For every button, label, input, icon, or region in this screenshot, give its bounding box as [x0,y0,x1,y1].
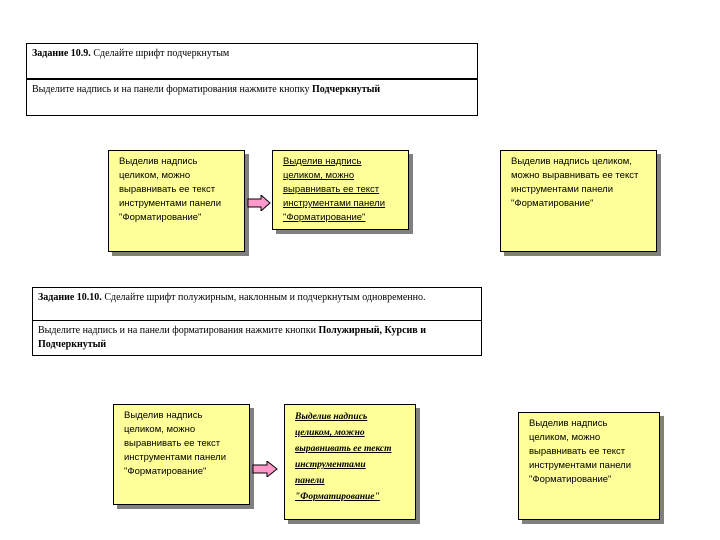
note-line: выравнивать ее текст [529,446,626,457]
note-line: целиком, можно [283,170,355,181]
note-line: выравнивать ее текст [283,184,380,195]
task2-instruction-text: Выделите надпись и на панели форматирования нажмите кнопки [38,325,319,336]
note-line: целиком, можно [119,170,191,181]
note-line: "Форматирование" [124,466,207,477]
task1-instruction-bold: Подчеркнутый [312,84,381,95]
task1-title-box [26,43,478,79]
note-line: панели [295,476,325,486]
note-line: "Форматирование" [119,212,202,223]
task1-note-after[interactable] [500,150,657,252]
task2-title-label: Задание 10.10. [38,292,102,303]
note-line: "Форматирование" [283,212,366,223]
note-line: целиком, можно [124,424,196,435]
note-line: инструментами панели [124,452,227,463]
task1-note-before[interactable] [108,150,245,252]
note-line: инструментами [295,460,366,470]
note-line: Выделив надпись [529,418,608,429]
note-line: Выделив надпись [283,156,362,167]
note-line: Выделив надпись [119,156,198,167]
task1-note-selected[interactable] [272,150,409,230]
task1-instruction-text: Выделите надпись и на панели форматирования нажмите кнопку [32,84,312,95]
arrow-right-icon [247,195,271,211]
task2-instruction-box [32,320,482,356]
arrow-right-icon [252,461,278,477]
task2-instruction-bold: Полужирный, Курсив и Подчеркнутый [38,325,426,350]
task2-title-text: Сделайте шрифт полужирным, наклонным и подчеркнутым одновременно. [101,292,426,303]
note-line: выравнивать ее текст [124,438,221,449]
task1-title-label: Задание 10.9. [32,48,91,59]
note-line: выравнивать ее текст [295,444,392,454]
note-line: выравнивать ее текст [119,184,216,195]
note-line: инструментами панели [119,198,222,209]
note-text: Выделив надпись целиком, можно выравнивать ее текст инструментами панели "Форматирование" [511,156,639,209]
task2-note-selected[interactable] [284,404,416,520]
task2-note-before[interactable] [113,404,250,505]
task2-note-after[interactable] [518,412,660,520]
note-line: Выделив надпись [124,410,203,421]
note-line: "Форматирование" [529,474,612,485]
task1-instruction-box [26,79,478,116]
task2-title-box [32,287,482,321]
note-line: инструментами панели [283,198,386,209]
note-line: "Форматирование" [295,492,380,502]
note-line: Выделив надпись [295,412,368,422]
task1-title-text: Сделайте шрифт подчеркнутым [90,48,230,59]
note-line: инструментами панели [529,460,632,471]
note-line: целиком, можно [295,428,365,438]
note-line: целиком, можно [529,432,601,443]
